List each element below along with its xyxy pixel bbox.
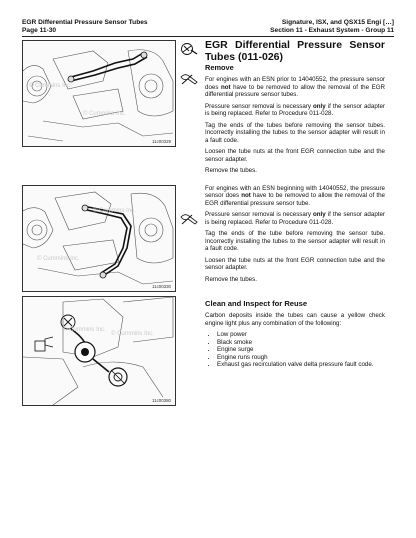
paragraph: Pressure sensor removal is necessary only if the sensor adapter is being replaced. Refer to Procedure 011-028. (205, 102, 385, 118)
watermark: © Cummins Inc. (63, 327, 106, 333)
watermark: © Cummins Inc. (37, 256, 80, 262)
figure-tube-carbon (22, 296, 176, 406)
paragraph: Remove the tubes. (205, 167, 257, 175)
figure-tubes-new-engine (22, 185, 176, 292)
section-title: Clean and Inspect for Reuse (205, 299, 308, 308)
watermark: © Cummins Inc. (93, 208, 136, 214)
section-label: Section 11 - Exhaust System - Group 11 (270, 27, 394, 34)
watermark: © Cummins Inc. (83, 111, 126, 117)
page-number: Page 11-30 (22, 27, 57, 34)
paragraph: Tag the ends of the tubes before removing the sensor tubes. Incorrectly installing the tubes to the sensor adapter will result in a fault code. (205, 121, 385, 144)
list-item: • Black smoke (217, 339, 385, 346)
list-item: • Engine surge (217, 346, 385, 353)
watermark: © Cummins Inc. (111, 331, 154, 337)
paragraph: Tag the ends of the tube before removing the sensor tube. Incorrectly installing the tubes to the sensor adapter will result in a fault code. (205, 230, 385, 253)
header-left (22, 19, 148, 35)
engine-illustration (23, 41, 175, 146)
paragraph: Carbon deposits inside the tubes can cause a yellow check engine light plus any combination of the following: (205, 312, 385, 327)
paragraph: Pressure sensor removal is necessary only if the sensor adapter is being replaced. Refer to Procedure 011-028. (205, 211, 385, 226)
section-clean-inspect (205, 300, 385, 368)
paragraph: Remove the tubes. (205, 275, 257, 283)
figure-id: 11c00330 (152, 284, 171, 289)
header-divider (22, 36, 394, 37)
document-title: EGR Differential Pressure Sensor Tubes (22, 19, 148, 26)
paragraph: For engines with an ESN prior to 14040552, the pressure sensor does not have to be removed to allow the removal of the EGR differential pressure sensor tubes. (205, 76, 385, 99)
list-item: • Engine runs rough (217, 354, 385, 361)
figure-tubes-old-engine (22, 40, 176, 147)
tube-fitting-illustration (23, 297, 175, 405)
tools-icon (180, 212, 198, 226)
figure-id: 11c00329 (152, 139, 171, 144)
procedure-subhead: Remove (205, 63, 234, 72)
list-item: • Low power (217, 331, 385, 338)
wrench-icon (180, 42, 198, 56)
list-item: • Exhaust gas recirculation valve delta pressure fault code. (217, 361, 385, 368)
tools-icon (180, 72, 198, 86)
section-remove-old (205, 40, 385, 179)
engine-illustration (23, 186, 175, 291)
figure-id: 11c00380 (152, 398, 171, 403)
paragraph: Loosen the tube nuts at the front EGR connection tube and the sensor adapter. (205, 148, 385, 163)
manual-title: Signature, ISX, and QSX15 Engi […] (281, 19, 394, 26)
header-right (270, 19, 394, 35)
paragraph: Loosen the tube nuts at the front EGR connection tube and the sensor adapter. (205, 256, 385, 272)
watermark: © Cummins Inc. (29, 83, 72, 89)
procedure-title: EGR Differential Pressure Sensor Tubes (011-026) (205, 39, 385, 63)
paragraph: For engines with an ESN beginning with 14040552, the pressure sensor does not have to be removed to allow the removal of the EGR differential pressure sensor tube. (205, 185, 385, 207)
section-remove-new (205, 185, 385, 287)
symptom-list (205, 331, 385, 368)
